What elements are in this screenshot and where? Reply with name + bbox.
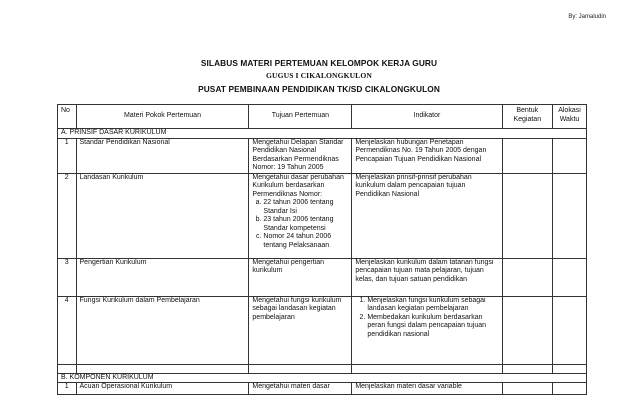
- indikator-list: [355, 297, 498, 340]
- table-row: [58, 173, 587, 258]
- blank-cell: [76, 364, 249, 373]
- header-tujuan: Tujuan Pertemuan: [249, 105, 352, 129]
- silabus-table: [57, 104, 587, 395]
- row-alokasi: [552, 296, 586, 364]
- section-row-a: [58, 129, 587, 139]
- row-bentuk: [502, 296, 552, 364]
- row-indikator: Menjelaskan hubungan Penetapan Permendiknas No. 19 Tahun 2005 dengan Pencapaian Tujuan Pendidikan Nasional: [352, 138, 502, 173]
- row-tujuan: Mengetahui materi dasar: [249, 383, 352, 395]
- blank-cell: [352, 364, 502, 373]
- row-tujuan: Mengetahui Delapan Standar Pendidikan Nasional Berdasarkan Permendiknas Nomor: 19 Tahun 2005: [249, 138, 352, 173]
- row-tujuan: Mengetahui pengertian kurikulum: [249, 258, 352, 296]
- row-alokasi: [552, 173, 586, 258]
- list-item: a. 22 tahun 2006 tentang Standar Isi: [263, 199, 348, 216]
- row-no: 2: [58, 173, 77, 258]
- row-tujuan: Mengetahui fungsi kurikulum sebagai landasan kegiatan pembelajaran: [249, 296, 352, 364]
- row-materi: Landasan Kurikulum: [76, 173, 249, 258]
- header-no: No: [58, 105, 77, 129]
- header-materi: Materi Pokok Pertemuan: [76, 105, 249, 129]
- blank-cell: [249, 364, 352, 373]
- list-item: 1. Menjelaskan fungsi kurikulum sebagai landasan kegiatan pembelajaran: [367, 297, 498, 314]
- author-byline: By: Jamaludin: [568, 14, 606, 20]
- row-bentuk: [502, 138, 552, 173]
- header-indikator: Indikator: [352, 105, 502, 129]
- row-alokasi: [552, 138, 586, 173]
- list-item: c. Nomor 24 tahun 2006 tentang Pelaksanaan: [263, 233, 348, 250]
- row-no: 1: [58, 138, 77, 173]
- row-bentuk: [502, 383, 552, 395]
- row-materi: Pengertian Kurikulum: [76, 258, 249, 296]
- blank-cell: [502, 364, 552, 373]
- document-subtitle-center: PUSAT PEMBINAAN PENDIDIKAN TK/SD CIKALONGKULON: [198, 84, 440, 94]
- list-item: 2. Membedakan kurikulum berdasarkan peran fungsi dalam pencapaian tujuan pendidikan nasional: [367, 314, 498, 340]
- table-row: [58, 138, 587, 173]
- row-no: 3: [58, 258, 77, 296]
- row-bentuk: [502, 258, 552, 296]
- document-title: SILABUS MATERI PERTEMUAN KELOMPOK KERJA GURU: [200, 58, 438, 68]
- row-materi: Acuan Operasional Kurikulum: [76, 383, 249, 395]
- row-materi: Standar Pendidikan Nasional: [76, 138, 249, 173]
- section-b-title: B. KOMPONEN KURIKULUM: [58, 373, 587, 383]
- row-bentuk: [502, 173, 552, 258]
- row-materi: Fungsi Kurikulum dalam Pembelajaran: [76, 296, 249, 364]
- table-row: [58, 258, 587, 296]
- row-indikator: Menjelaskan kurikulum dalam tatanan fungsi pencapaian tujuan mata pelajaran, tujuan kelas, dan tujuan satuan pendidikan: [352, 258, 502, 296]
- blank-row: [58, 364, 587, 373]
- document-subtitle-gugus: GUGUS I CIKALONGKULON: [266, 71, 372, 80]
- list-item: b. 23 tahun 2006 tentang Standar kompetensi: [263, 216, 348, 233]
- row-alokasi: [552, 258, 586, 296]
- row-no: 1: [58, 383, 77, 395]
- table-row: [58, 383, 587, 395]
- table-row: [58, 296, 587, 364]
- blank-cell: [552, 364, 586, 373]
- row-tujuan: [249, 173, 352, 258]
- tujuan-list: [252, 199, 348, 250]
- header-bentuk: Bentuk Kegiatan: [502, 105, 552, 129]
- row-indikator: [352, 296, 502, 364]
- blank-cell: [58, 364, 77, 373]
- section-a-title: A. PRINSIF DASAR KURIKULUM: [58, 129, 587, 139]
- row-no: 4: [58, 296, 77, 364]
- row-alokasi: [552, 383, 586, 395]
- section-row-b: [58, 373, 587, 383]
- row-indikator: Menjelaskan prinsif-prinsif perubahan kurikulum dalam pencapaian tujuan Pendidikan Nasional: [352, 173, 502, 258]
- table-header-row: [58, 105, 587, 129]
- header-alokasi: Alokasi Waktu: [552, 105, 586, 129]
- tujuan-intro: Mengetahui dasar perubahan Kurikulum berdasarkan Permendiknas Nomor:: [252, 173, 344, 198]
- row-indikator: Menjelaskan materi dasar variable: [352, 383, 502, 395]
